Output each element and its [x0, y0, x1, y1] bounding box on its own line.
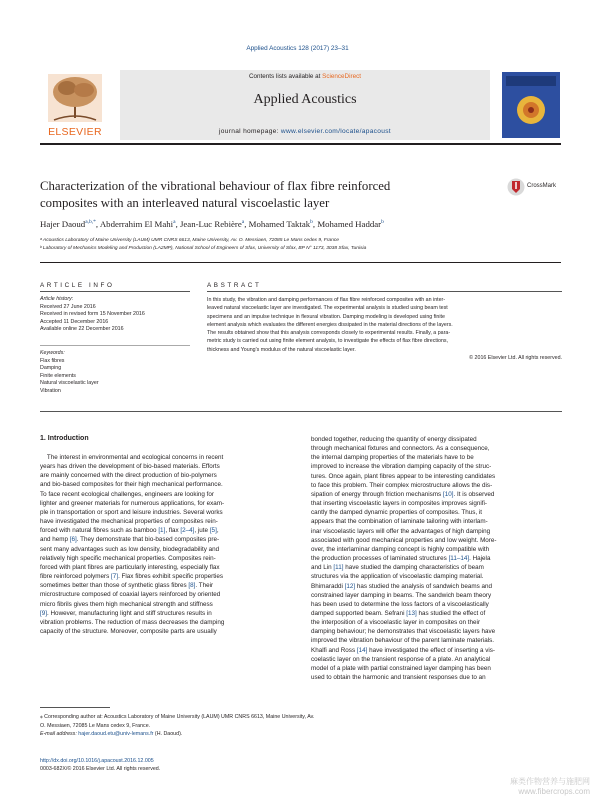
abstract-line: In this study, the vibration and damping performances of flax fibre reinforced composites with an inter-: [207, 297, 446, 303]
author-name: Jean-Luc Rebière: [179, 219, 242, 229]
body-line: appears that the combination of laminate tailoring with interlam-: [311, 518, 488, 526]
body-line: has been used to determine the loss factors of a viscoelastically: [311, 600, 489, 608]
citation-link[interactable]: [14]: [356, 646, 368, 654]
keywords-label: Keywords:: [40, 350, 65, 356]
affiliation-rule: [40, 262, 561, 263]
intro-left-column: [40, 453, 295, 636]
body-line: lighter and greener materials for numerous applications, for exam-: [40, 499, 225, 507]
doi-block: [40, 757, 340, 773]
author-separator: ,: [312, 219, 318, 229]
article-info-heading: ARTICLE INFO: [40, 282, 115, 289]
keyword-item: Damping: [40, 365, 62, 371]
body-line: ple in transportation or sport and leisure industries. Several works: [40, 508, 223, 516]
body-line: microstructure composed of coaxial layers reinforced by oriented: [40, 591, 221, 599]
journal-citation[interactable]: Applied Acoustics 128 (2017) 23–31: [246, 45, 349, 52]
history-item: Available online 22 December 2016: [40, 326, 124, 332]
author-name: Abderrahim El Mahi: [99, 219, 174, 229]
body-line: coelastic layer on the transient response of a plate. An analytical: [311, 655, 491, 663]
crossmark-icon: [507, 178, 525, 198]
copyright-notice: © 2016 Elsevier Ltd. All rights reserved.: [469, 355, 562, 362]
homepage-prefix: journal homepage:: [219, 128, 281, 135]
citation-link[interactable]: [7]: [111, 573, 119, 581]
abstract-line: specimens and an impulse technique in flexural vibration. Damping modeling is developed using finite: [207, 313, 445, 320]
body-line: model of a plate with partial constrained layer damping has been: [311, 664, 491, 672]
contents-line: [120, 73, 490, 80]
author-affiliation-marker[interactable]: b: [381, 219, 384, 226]
body-line: tures. Once again, plant fibres appear to be interesting candidates: [311, 472, 496, 480]
issn-line: 0003-682X/© 2016 Elsevier Ltd. All rights reserved.: [40, 766, 161, 773]
affiliations: [40, 237, 561, 252]
doi-link[interactable]: http://dx.doi.org/10.1016/j.apacoust.2016.12.005: [40, 758, 154, 764]
email-link[interactable]: hajer.daoud.etu@univ-lemans.fr: [78, 731, 154, 737]
elsevier-wordmark: ELSEVIER: [48, 126, 102, 138]
author-list: [40, 219, 561, 229]
citation-link[interactable]: [10]: [442, 490, 454, 498]
abstract-line: thickness and Young's modulus of the natural viscoelastic layer.: [207, 346, 356, 353]
citation-link[interactable]: [2–4]: [180, 527, 195, 535]
keywords: [40, 350, 200, 395]
body-line: that inserting viscoelastic layers in composites improves signifi-: [311, 500, 488, 508]
citation-link[interactable]: [5]: [209, 527, 217, 535]
article-title: [40, 178, 500, 211]
affiliation-b: ᵇ Laboratory of Mechanics Modeling and Production (LA2MP), National School of Engineers of Sfax, University of Sfax, BP N° 1173, 3038 Sfax, Tunisia: [40, 245, 367, 251]
body-line: relatively high specific mechanical properties. Composites rein-: [40, 554, 216, 562]
author-affiliation-marker[interactable]: b: [310, 219, 313, 226]
journal-homepage: [120, 128, 490, 135]
abstract-body: [207, 296, 562, 362]
body-line: and Lin [11] have studied the damping characteristics of beam: [311, 564, 484, 572]
author-name: Hajer Daoud: [40, 219, 86, 229]
keyword-item: Natural viscoelastic layer: [40, 380, 99, 386]
body-line: constrained layer damping in beams. The sandwich beam theory: [311, 591, 492, 599]
author-affiliation-marker[interactable]: a,b,*: [85, 219, 96, 226]
watermark: 麻类作物营养与施肥网 www.fibercrops.com: [510, 777, 590, 796]
citation-link[interactable]: [13]: [406, 609, 417, 617]
abstract-heading: ABSTRACT: [207, 282, 262, 289]
abstract-bottom-rule: [40, 411, 562, 412]
abstract-line: metric study is carried out using finite element analysis, to investigate the effects of flax fibre directions,: [207, 338, 449, 345]
title-line: composites with an interleaved natural viscoelastic layer: [40, 195, 330, 210]
article-info-rule: [40, 291, 190, 292]
crossmark-button[interactable]: [507, 178, 562, 206]
body-line: bonded together, reducing the quantity of energy dissipated: [311, 436, 477, 443]
email-label: E-mail address:: [40, 731, 79, 737]
body-line: damping behaviour; he demonstrates that viscoelastic layers have: [311, 628, 496, 636]
body-line: the internal damping properties of the materials have to be: [311, 454, 474, 462]
title-line: Characterization of the vibrational behaviour of flax fibre reinforced: [40, 179, 391, 193]
body-line: vibration problems. The reduction of mass decreases the damping: [40, 618, 225, 626]
body-line: through mechanical fixtures and connectors. As a consequence,: [311, 445, 490, 453]
keyword-item: Flax fibres: [40, 357, 65, 364]
footnote-rule: [40, 707, 110, 708]
body-line: associated with good mechanical properties and low weight. More-: [311, 536, 497, 544]
author-affiliation-marker[interactable]: a: [173, 219, 176, 226]
author-separator: ,: [244, 219, 249, 229]
body-line: fibre reinforced polymers [7]. Flax fibres exhibit specific properties: [40, 573, 224, 581]
citation-link[interactable]: [12]: [344, 582, 356, 590]
body-line: capacity of the structure. Moreover, composite parts are usually: [40, 627, 217, 635]
journal-header: [40, 70, 561, 140]
body-line: micro fibrils gives them high mechanical strength and stiffness: [40, 600, 213, 608]
author-name: Mohamed Haddar: [317, 219, 382, 229]
body-line: improved to increase the vibration damping capacity of the struc-: [311, 463, 492, 471]
body-line: Bhimaraddi [12] has studied the analysis of sandwich beams and: [311, 582, 492, 590]
body-line: [9]. However, manufacturing light and stiff structures results in: [40, 609, 212, 617]
intro-right-column: [311, 435, 562, 682]
citation-link[interactable]: [6]: [69, 536, 77, 544]
homepage-link[interactable]: www.elsevier.com/locate/apacoust: [280, 128, 391, 135]
author-separator: ,: [175, 219, 180, 229]
body-line: are mainly concerned with the direct production of bio-polymers: [40, 472, 217, 480]
corresponding-author-footnote: [40, 713, 320, 739]
history-item: Received in revised form 15 November 2016: [40, 311, 145, 317]
citation-link[interactable]: [8]: [188, 582, 196, 590]
body-line: To face recent ecological challenges, engineers are looking for: [40, 490, 214, 498]
body-line: cantly the damped dynamic properties of composites. Thus, it: [311, 509, 483, 517]
body-line: inar viscoelastic layers will offer the advantages of high damping: [311, 527, 491, 535]
body-line: to face this problem. Their complex microstructure allows the dis-: [311, 481, 493, 489]
body-line: improved the vibration behaviour of the parent laminate materials.: [311, 637, 495, 645]
keywords-rule: [40, 345, 190, 346]
body-line: sipation of energy through friction mechanisms [10]. It is observed: [311, 490, 495, 498]
body-line: the production processes of laminated structures [11–14]. Hajela: [311, 555, 491, 563]
body-line: forced with natural fibres such as bamboo [1], flax [2–4], jute [5],: [40, 527, 219, 535]
article-history: [40, 296, 200, 334]
body-line: sometimes better than those of synthetic glass fibres [8]. Their: [40, 582, 214, 590]
author-affiliation-marker[interactable]: a: [241, 219, 245, 226]
history-label: Article history:: [40, 296, 74, 302]
journal-cover-image[interactable]: [502, 72, 560, 138]
section-heading-introduction: 1. Introduction: [40, 435, 89, 442]
body-line: sent many advantages such as low density, biodegradability and: [40, 545, 220, 553]
journal-masthead: [120, 70, 490, 140]
body-line: and bio-based composites for their high mechanical performance.: [40, 481, 223, 489]
keyword-item: Finite elements: [40, 372, 76, 379]
crossmark-label: CrossMark: [527, 183, 557, 189]
body-line: used to obtain the harmonic and transient responses due to an: [311, 674, 486, 682]
body-line: structures via the application of viscoelastic damping material.: [311, 573, 484, 581]
abstract-line: leaved natural viscoelastic layer are investigated. The experimental analysis is studied using beam test: [207, 305, 448, 312]
abstract-line: The results obtained show that this analysis corresponds closely to experimental results. Finally, a para-: [207, 330, 451, 337]
header-rule: [40, 143, 561, 145]
body-line: and hemp [6]. They demonstrate that bio-based composites pre-: [40, 536, 220, 544]
citation-link[interactable]: [1]: [158, 527, 166, 535]
body-line: have investigated the mechanical properties of composites rein-: [40, 518, 218, 526]
corresponding-author: ⁎ Corresponding author at: Acoustics Laboratory of Maine University (LAUM) UMR CNRS 6613, Maine University, Av. O. Messiaen, 72085 Le Mans cedex 9, France.: [40, 714, 315, 729]
author-separator: ,: [95, 219, 100, 229]
body-line: The interest in environmental and ecological concerns in recent: [40, 454, 224, 461]
body-line: the interposition of a viscoelastic layer in composites on their: [311, 619, 481, 627]
sciencedirect-link[interactable]: ScienceDirect: [322, 73, 361, 80]
journal-name: Applied Acoustics: [253, 92, 357, 107]
citation-link[interactable]: [11]: [333, 564, 344, 572]
affiliation-a: ᵃ Acoustics Laboratory of Maine University (LAUM) UMR CNRS 6613, Maine University, Av. O. Messiaen, 72085 Le Mans cedex 9, France: [40, 238, 340, 243]
abstract-line: element analysis which evaluates the different energies dissipated in the material directions of the layers.: [207, 321, 453, 328]
email-suffix: (H. Daoud).: [153, 731, 183, 737]
email-line: [40, 730, 320, 739]
body-line: over, the interlaminar damping concept is highly compatible with: [311, 545, 490, 553]
body-line: years has driven the development of bio-based materials. Efforts: [40, 463, 220, 471]
body-line: damped supported beam. Sefrani [13] has studied the effect of: [311, 609, 486, 617]
keyword-item: Vibration: [40, 387, 61, 394]
abstract-rule: [207, 291, 562, 292]
citation-link[interactable]: [11–14]: [448, 555, 470, 563]
body-line: forced with plant fibres are particularly interesting, especially flax: [40, 563, 220, 571]
contents-prefix: Contents lists available at: [248, 73, 323, 80]
body-line: Khalfi and Ross [14] have investigated the effect of inserting a vis-: [311, 646, 496, 654]
author-name: Mohamed Taktak: [248, 219, 311, 229]
citation-link[interactable]: [9]: [40, 609, 48, 617]
history-item: Accepted 11 December 2016: [40, 318, 109, 325]
history-item: Received 27 June 2016: [40, 303, 96, 310]
